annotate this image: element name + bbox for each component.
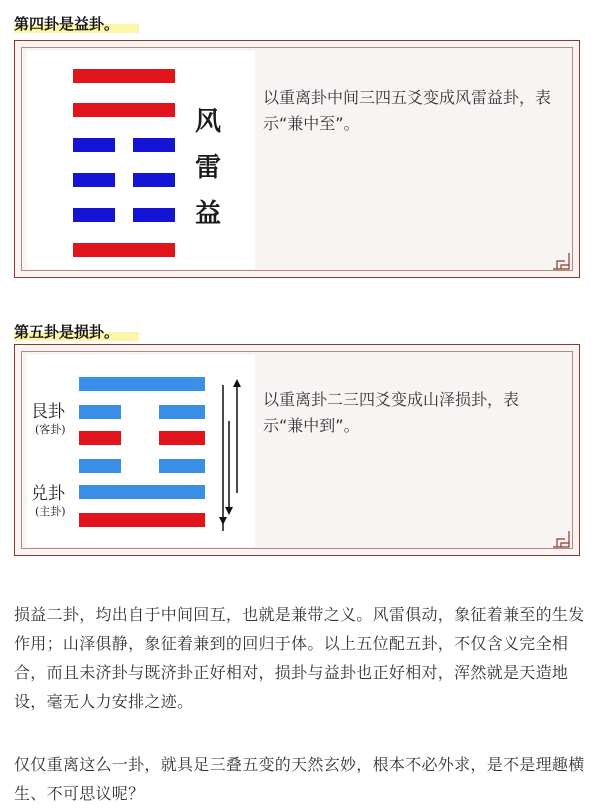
yi-description: 以重离卦中间三四五爻变成风雷益卦，表示“兼中至”。: [263, 88, 552, 133]
sun-line-5-right: [159, 405, 205, 419]
paragraph-conclusion: 仅仅重离这么一卦，就具足三叠五变的天然玄妙，根本不必外求，是不是理趣横生、不可思议呢？: [14, 755, 585, 803]
hexagram-char-lei: 雷: [195, 153, 222, 183]
up-down-arrows-icon: [213, 375, 249, 535]
sun-line-3-right: [159, 459, 205, 473]
yi-line-4-right: [133, 138, 175, 152]
sun-line-4-left: [79, 431, 121, 445]
sun-line-3-left: [79, 459, 121, 473]
yi-hexagram-card: [14, 40, 580, 278]
corner-ornament-icon: [551, 529, 571, 549]
hexagram-char-feng: 风: [195, 107, 222, 137]
sun-line-5-left: [79, 405, 121, 419]
guest-gua-label: (客卦): [35, 423, 66, 436]
sun-hexagram-card: [14, 344, 580, 556]
yi-line-2-right: [133, 208, 175, 222]
section-heading-sun: 第五卦是损卦。: [14, 322, 125, 342]
section-heading-yi: 第四卦是益卦。: [14, 14, 125, 34]
gen-gua-label: 艮卦: [31, 402, 65, 422]
sun-line-2-solid: [79, 485, 205, 499]
yi-line-3-left: [73, 173, 115, 187]
yi-line-5-solid: [73, 103, 175, 117]
yi-hexagram-image: [27, 51, 255, 269]
sun-hexagram-image: [27, 355, 255, 547]
sun-line-1-solid: [79, 513, 205, 527]
yi-line-1-solid: [73, 243, 175, 257]
sun-line-6-solid: [79, 377, 205, 391]
corner-ornament-icon: [551, 251, 571, 271]
sun-line-4-right: [159, 431, 205, 445]
yi-line-6-solid: [73, 69, 175, 83]
yi-line-3-right: [133, 173, 175, 187]
sun-description: 以重离卦二三四爻变成山泽损卦，表示“兼中到”。: [263, 390, 520, 435]
yi-line-4-left: [73, 138, 115, 152]
paragraph-sun-yi: 损益二卦，均出自于中间回互，也就是兼带之义。风雷俱动，象征着兼至的生发作用；山泽俱静，象征着兼到的回归于体。以上五位配五卦，不仅含义完全相合，而且未济卦与既济卦正好相对，损卦与益卦也正好相对，浑然就是天造地设，毫无人力安排之迹。: [14, 605, 585, 711]
dui-gua-label: 兑卦: [31, 484, 65, 504]
hexagram-char-yi: 益: [195, 199, 222, 229]
host-gua-label: (主卦): [35, 505, 66, 518]
yi-line-2-left: [73, 208, 115, 222]
